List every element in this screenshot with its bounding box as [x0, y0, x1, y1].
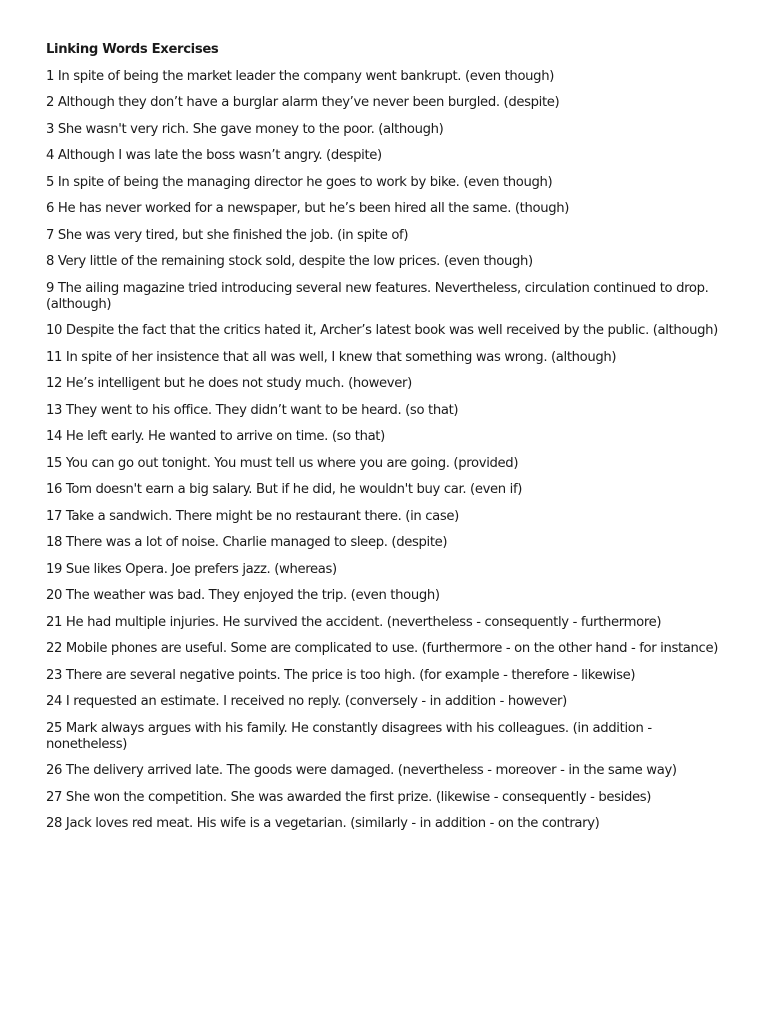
exercise-item: 27 She won the competition. She was awarded the first prize. (likewise - consequently - besides)	[46, 789, 652, 805]
exercise-item: 9 The ailing magazine tried introducing several new features. Nevertheless, circulation continued to drop. (although)	[46, 280, 709, 312]
exercise-item: 2 Although they don’t have a burglar alarm they’ve never been burgled. (despite)	[46, 95, 560, 110]
exercise-item: 12 He’s intelligent but he does not study much. (however)	[46, 376, 412, 391]
document-title: Linking Words Exercises	[46, 42, 219, 57]
exercise-list	[46, 69, 728, 833]
exercise-item: 23 There are several negative points. The price is too high. (for example - therefore - likewise)	[46, 667, 636, 683]
exercise-item: 3 She wasn't very rich. She gave money to the poor. (although)	[46, 121, 444, 137]
exercise-item: 20 The weather was bad. They enjoyed the trip. (even though)	[46, 588, 440, 603]
exercise-item: 6 He has never worked for a newspaper, but he’s been hired all the same. (though)	[46, 201, 570, 216]
exercise-item: 15 You can go out tonight. You must tell us where you are going. (provided)	[46, 455, 519, 471]
exercise-item: 5 In spite of being the managing director he goes to work by bike. (even though)	[46, 174, 553, 190]
exercise-item: 10 Despite the fact that the critics hated it, Archer’s latest book was well received by the public. (although)	[46, 323, 718, 338]
exercise-item: 14 He left early. He wanted to arrive on time. (so that)	[46, 429, 385, 444]
exercise-item: 18 There was a lot of noise. Charlie managed to sleep. (despite)	[46, 535, 448, 550]
document-page	[46, 42, 728, 843]
exercise-item: 28 Jack loves red meat. His wife is a vegetarian. (similarly - in addition - on the contrary)	[46, 816, 600, 831]
exercise-item: 13 They went to his office. They didn’t want to be heard. (so that)	[46, 402, 459, 418]
exercise-item: 21 He had multiple injuries. He survived the accident. (nevertheless - consequently - furthermore)	[46, 614, 662, 630]
exercise-item: 17 Take a sandwich. There might be no restaurant there. (in case)	[46, 508, 459, 524]
exercise-item: 8 Very little of the remaining stock sold, despite the low prices. (even though)	[46, 254, 533, 269]
exercise-item: 16 Tom doesn't earn a big salary. But if he did, he wouldn't buy car. (even if)	[46, 482, 523, 497]
exercise-item: 19 Sue likes Opera. Joe prefers jazz. (whereas)	[46, 561, 337, 577]
exercise-item: 7 She was very tired, but she finished the job. (in spite of)	[46, 227, 409, 243]
exercise-item: 26 The delivery arrived late. The goods were damaged. (nevertheless - moreover - in the same way)	[46, 763, 677, 778]
exercise-item: 4 Although I was late the boss wasn’t angry. (despite)	[46, 148, 382, 163]
exercise-item: 24 I requested an estimate. I received no reply. (conversely - in addition - however)	[46, 694, 567, 709]
exercise-item: 25 Mark always argues with his family. He constantly disagrees with his colleagues. (in addition - nonetheless)	[46, 720, 652, 752]
exercise-item: 22 Mobile phones are useful. Some are complicated to use. (furthermore - on the other hand - for instance)	[46, 641, 718, 656]
exercise-item: 1 In spite of being the market leader the company went bankrupt. (even though)	[46, 68, 554, 84]
exercise-item: 11 In spite of her insistence that all was well, I knew that something was wrong. (although)	[46, 349, 617, 365]
